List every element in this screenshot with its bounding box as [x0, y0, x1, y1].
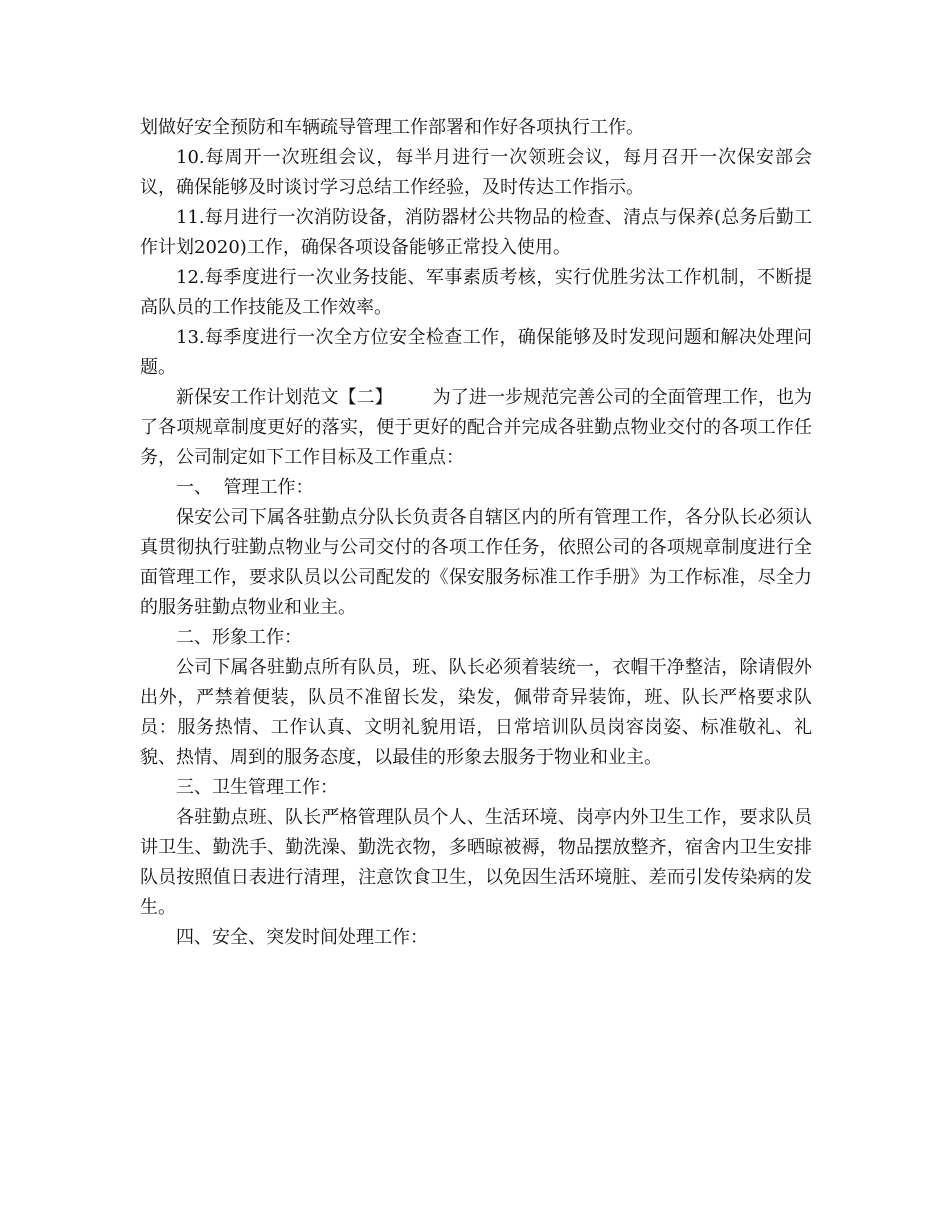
- section-title-image: 二、形象工作：: [176, 627, 302, 648]
- section-title-hygiene: 三、卫生管理工作：: [176, 777, 338, 798]
- paragraph-item-10: 10.每周开一次班组会议，每半月进行一次领班会议，每月召开一次保安部会议，确保能够及时谈讨学习总结工作经验，及时传达工作指示。: [140, 147, 812, 198]
- section-body-management: 保安公司下属各驻勤点分队长负责各自辖区内的所有管理工作，各分队长必须认真贯彻执行驻勤点物业与公司交付的各项工作任务，依照公司的各项规章制度进行全面管理工作，要求队员以公司配发的《保安服务标准工作手册》为工作标准，尽全力的服务驻勤点物业和业主。: [140, 507, 812, 618]
- section-title-management: 一、 管理工作：: [176, 477, 314, 498]
- section-heading: 新保安工作计划范文【二】: [176, 387, 393, 408]
- section-body-image: 公司下属各驻勤点所有队员，班、队长必须着装统一，衣帽干净整洁，除请假外出外，严禁着便装，队员不准留长发，染发，佩带奇异装饰，班、队长严格要求队员：服务热情、工作认真、文明礼貌用语，日常培训队员岗容岗姿、标准敬礼、礼貌、热情、周到的服务态度，以最佳的形象去服务于物业和业主。: [140, 657, 812, 768]
- section-intro-text: 为了进一步规范完善公司的全面管理工作，也为了各项规章制度更好的落实，便于更好的配合并完成各驻勤点物业交付的各项工作任务，公司制定如下工作目标及工作重点：: [140, 387, 813, 468]
- section-title-safety: 四、安全、突发时间处理工作：: [176, 927, 428, 948]
- section-body-hygiene: 各驻勤点班、队长严格管理队员个人、生活环境、岗亭内外卫生工作，要求队员讲卫生、勤洗手、勤洗澡、勤洗衣物，多晒晾被褥，物品摆放整齐，宿舍内卫生安排队员按照值日表进行清理，注意饮食卫生，以免因生活环境脏、差而引发传染病的发生。: [140, 807, 812, 918]
- paragraph-item-13: 13.每季度进行一次全方位安全检查工作，确保能够及时发现问题和解决处理问题。: [140, 327, 812, 378]
- paragraph-item-11: 11.每月进行一次消防设备，消防器材公共物品的检查、清点与保养(总务后勤工作计划2020)工作，确保各项设备能够正常投入使用。: [140, 207, 812, 258]
- section-intro-paragraph: [140, 383, 812, 473]
- paragraph-continuation: 划做好安全预防和车辆疏导管理工作部署和作好各项执行工作。: [140, 117, 644, 138]
- document-page: [140, 113, 812, 953]
- paragraph-item-12: 12.每季度进行一次业务技能、军事素质考核，实行优胜劣汰工作机制，不断提高队员的工作技能及工作效率。: [140, 267, 812, 318]
